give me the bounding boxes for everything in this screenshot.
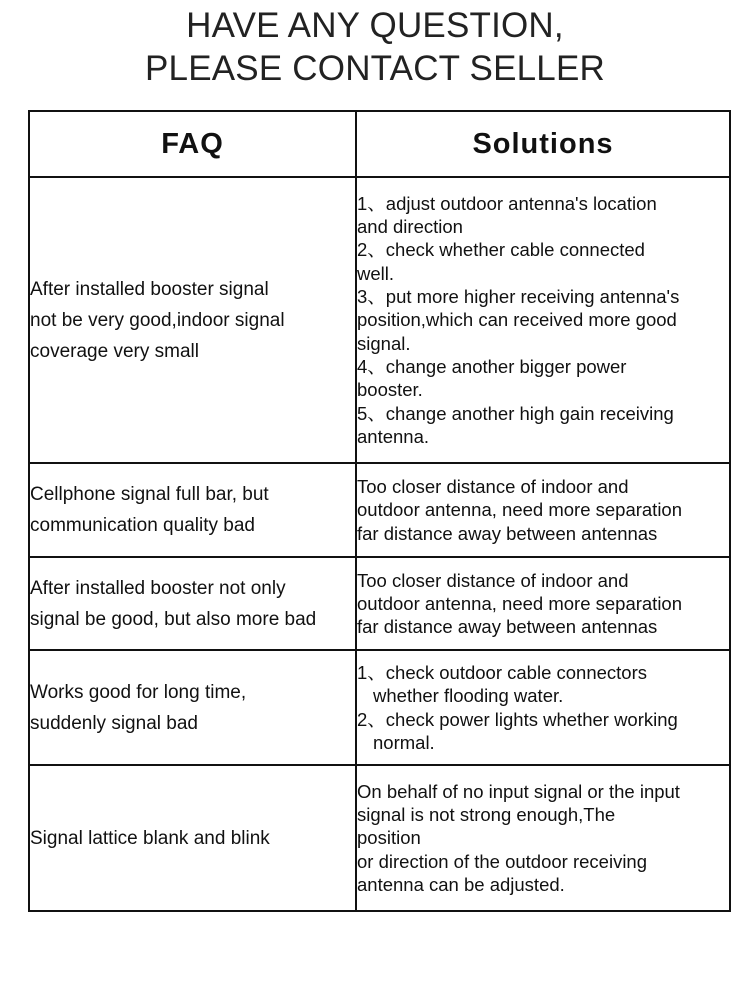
- solution-line: Too closer distance of indoor and: [357, 476, 629, 498]
- solution-line: well.: [357, 262, 395, 284]
- question-line: suddenly signal bad: [30, 712, 198, 734]
- question-cell: [29, 765, 356, 911]
- solution-line: signal is not strong enough,The: [357, 804, 616, 826]
- question-line: Signal lattice blank and blink: [30, 827, 270, 849]
- solution-line: 1、adjust outdoor antenna's location: [357, 192, 657, 214]
- solution-line: signal.: [357, 332, 411, 354]
- solution-line: position,which can received more good: [357, 309, 677, 331]
- question-line: Cellphone signal full bar, but: [30, 484, 269, 505]
- page-header: [0, 4, 750, 90]
- question-line: coverage very small: [30, 340, 199, 362]
- solution-line: outdoor antenna, need more separation: [357, 499, 683, 521]
- question-cell: [29, 177, 356, 463]
- solution-line: antenna.: [357, 425, 430, 447]
- question-cell: [29, 463, 356, 557]
- solution-line: 4、change another bigger power: [357, 355, 627, 377]
- header-line-2: PLEASE CONTACT SELLER: [144, 49, 605, 88]
- solution-cell: [356, 650, 730, 765]
- solution-line: Too closer distance of indoor and: [357, 569, 629, 591]
- solution-line: On behalf of no input signal or the input: [357, 780, 680, 802]
- solution-line: 1、check outdoor cable connectors: [357, 661, 648, 683]
- question-line: not be very good,indoor signal: [30, 309, 285, 331]
- solution-line: whether flooding water.: [373, 685, 564, 707]
- question-line: After installed booster signal: [30, 278, 269, 300]
- solution-line: outdoor antenna, need more separation: [357, 592, 683, 614]
- table-row: [29, 650, 730, 765]
- solution-cell: [356, 463, 730, 557]
- table-row: [29, 557, 730, 650]
- table-header-row: [29, 111, 730, 177]
- solution-line: antenna can be adjusted.: [357, 873, 565, 895]
- header-line-1: HAVE ANY QUESTION,: [186, 6, 564, 45]
- solution-line: 3、put more higher receiving antenna's: [357, 286, 680, 308]
- question-line: Works good for long time,: [30, 681, 247, 703]
- solution-line: position: [357, 827, 421, 849]
- solution-cell: [356, 557, 730, 650]
- solution-cell: [356, 765, 730, 911]
- question-line: signal be good, but also more bad: [30, 608, 317, 630]
- solutions-column-header: Solutions: [356, 111, 730, 177]
- question-cell: [29, 557, 356, 650]
- solution-line: far distance away between antennas: [357, 616, 658, 638]
- table-row: [29, 463, 730, 557]
- solution-line: 5、change another high gain receiving: [357, 402, 674, 424]
- solution-line: booster.: [357, 379, 423, 401]
- solution-line: and direction: [357, 216, 463, 238]
- solution-line: 2、check power lights whether working: [357, 708, 678, 730]
- faq-column-header: FAQ: [29, 111, 356, 177]
- question-line: After installed booster not only: [30, 577, 286, 599]
- table-row: [29, 177, 730, 463]
- solution-line: 2、check whether cable connected: [357, 239, 645, 261]
- solution-line: far distance away between antennas: [357, 522, 658, 544]
- solution-line: normal.: [373, 731, 435, 753]
- solution-line: or direction of the outdoor receiving: [357, 850, 648, 872]
- table-row: [29, 765, 730, 911]
- question-cell: [29, 650, 356, 765]
- faq-table: [28, 110, 731, 912]
- solution-cell: [356, 177, 730, 463]
- question-line: communication quality bad: [30, 515, 255, 536]
